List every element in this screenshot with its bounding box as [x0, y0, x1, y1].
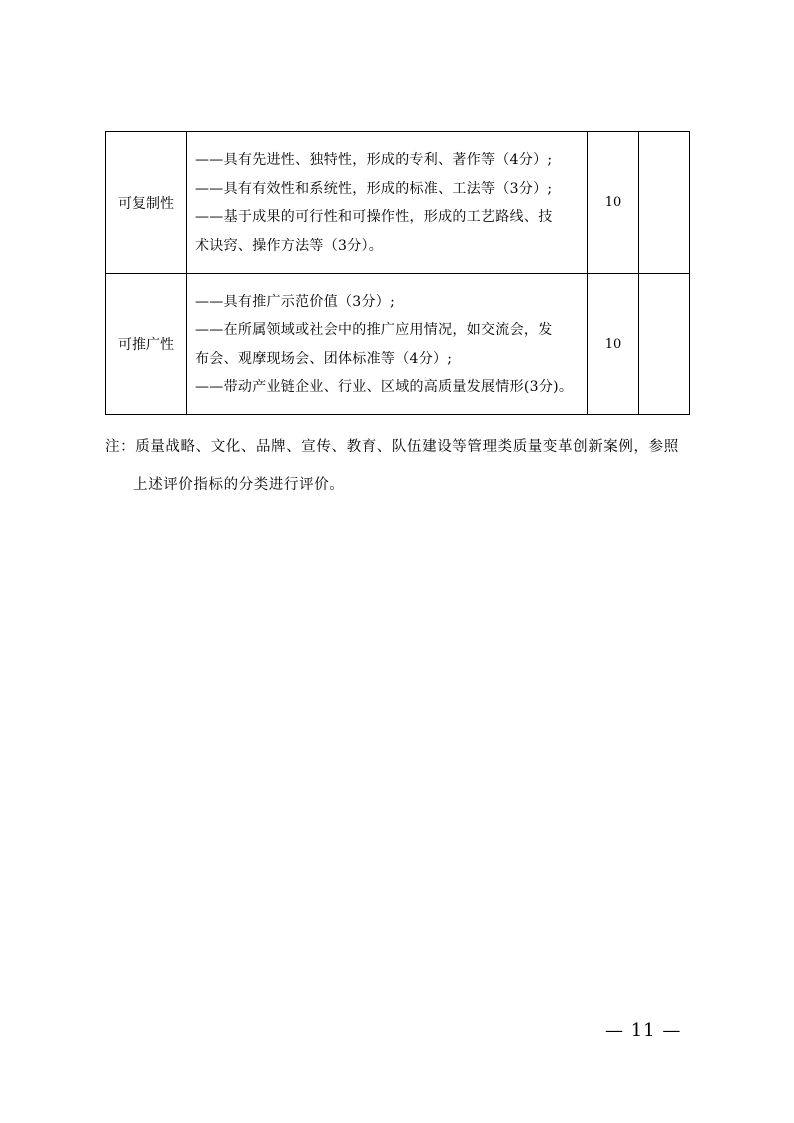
category-cell: 可推广性 — [106, 274, 187, 415]
criteria-line: 布会、观摩现场会、团体标准等（4分）; — [195, 350, 453, 367]
criteria-cell — [187, 274, 588, 415]
category-cell: 可复制性 — [106, 132, 187, 274]
criteria-line: ——具有有效性和系统性，形成的标准、工法等（3分）; — [195, 180, 553, 197]
footnote-line: 注：质量战略、文化、品牌、宣传、教育、队伍建设等管理类质量变革创新案例，参照 — [105, 439, 679, 455]
score-cell: 10 — [588, 274, 639, 415]
criteria-line: ——在所属领域或社会中的推广应用情况，如交流会，发 — [195, 322, 553, 338]
table-row — [106, 274, 690, 415]
criteria-line: ——具有先进性、独特性，形成的专利、著作等（4分）; — [195, 152, 553, 168]
criteria-cell — [187, 132, 588, 274]
evaluation-table — [105, 131, 690, 415]
criteria-line: ——具有推广示范价值（3分）; — [195, 293, 396, 310]
footnote-line: 上述评价指标的分类进行评价。 — [133, 477, 345, 493]
footnote — [105, 428, 700, 504]
page-number: — 11 — — [605, 1020, 682, 1041]
table-row — [106, 132, 690, 274]
criteria-line: 术诀窍、操作方法等（3分）。 — [195, 237, 384, 254]
remark-cell — [639, 274, 690, 415]
score-cell: 10 — [588, 132, 639, 274]
criteria-line: ——带动产业链企业、行业、区域的高质量发展情形(3分)。 — [195, 379, 574, 395]
remark-cell — [639, 132, 690, 274]
criteria-line: ——基于成果的可行性和可操作性，形成的工艺路线、技 — [195, 209, 553, 225]
